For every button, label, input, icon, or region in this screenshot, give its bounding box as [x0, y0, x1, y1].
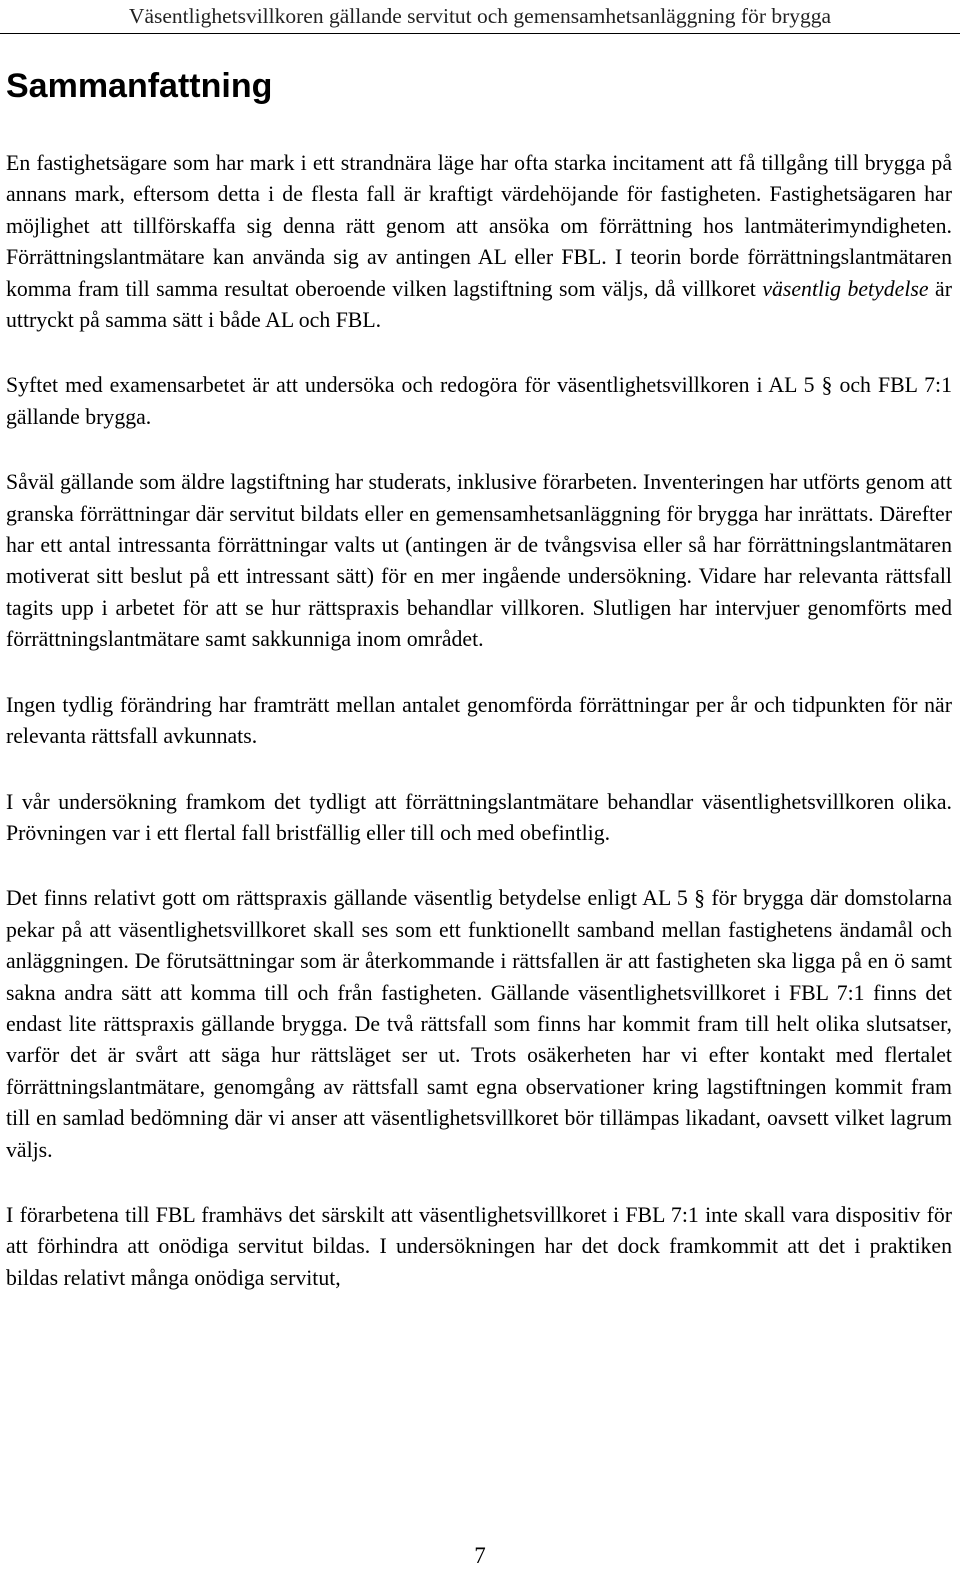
page-content — [6, 64, 952, 1294]
page-number: 7 — [474, 1543, 486, 1568]
running-header: Väsentlighetsvillkoren gällande servitut och gemensamhetsanläggning för brygga — [0, 0, 960, 34]
paragraph-1-text-before: En fastighetsägare som har mark i ett strandnära läge har ofta starka incitament att få tillgång till brygga på annans mark, eftersom detta i de flesta fall är kraftigt värdehöjande för fastigheten. Fastighetsägaren har möjlighet att tillförskaffa sig denna rätt genom att ansöka om förrättning hos lantmäterimyndigheten. Förrättningslantmätare kan använda sig av antingen AL eller FBL. I teorin borde förrättningslantmätaren komma fram till samma resultat oberoende vilken lagstiftning som väljs, då villkoret — [6, 151, 952, 301]
paragraph-6: Det finns relativt gott om rättspraxis gällande väsentlig betydelse enligt AL 5 § för brygga där domstolarna pekar på att väsentlighetsvillkoret skall ses som ett funktionellt samband mellan fastighetens ändamål och anläggningen. De förutsättningar som är återkommande i rättsfallen är att fastigheten ska ligga på en ö samt sakna andra sätt att komma till och från fastigheten. Gällande väsentlighetsvillkoret i FBL 7:1 finns det endast lite rättspraxis gällande brygga. De två rättsfall som finns har kommit fram till helt olika slutsatser, varför det är svårt att säga hur rättsläget ser ut. Trots osäkerheten har vi efter kontakt med flertalet förrättningslantmätare, genomgång av rättsfall samt egna observationer kring lagstiftningen kommit fram till en samlad bedömning där vi anser att väsentlighetsvillkoret bör tillämpas likadant, oavsett vilket lagrum väljs. — [6, 886, 952, 1162]
paragraph-2: Syftet med examensarbetet är att undersöka och redogöra för väsentlighetsvillkoren i AL 5 § och FBL 7:1 gällande brygga. — [6, 373, 952, 429]
section-title: Sammanfattning — [6, 67, 273, 105]
paragraph-4: Ingen tydlig förändring har framträtt mellan antalet genomförda förrättningar per år och tidpunkten för när relevanta rättsfall avkunnats. — [6, 692, 952, 749]
paragraph-1-emphasis: väsentlig betydelse — [762, 276, 929, 301]
paragraph-5: I vår undersökning framkom det tydligt att förrättningslantmätare behandlar väsentlighetsvillkoren olika. Prövningen var i ett flertal fall bristfällig eller till och med obefintlig. — [6, 789, 952, 845]
paragraph-3: Såväl gällande som äldre lagstiftning har studerats, inklusive förarbeten. Inventeringen har utförts genom att granska förrättningar där servitut bildats eller en gemensamhetsanläggning för brygga har inrättats. Därefter har ett antal intressanta förrättningar valts ut (antingen är de tvångsvisa eller så har förrättningslantmätaren motiverat sitt beslut på ett intressant sätt) för en mer ingående undersökning. Vidare har relevanta rättsfall tagits upp i arbetet för att se hur rättspraxis behandlar villkoren. Slutligen har intervjuer genomförts med förrättningslantmätare samt sakkunniga inom området. — [6, 470, 952, 652]
paragraph-1-text-after: är uttryckt på samma sätt i både AL och FBL. — [6, 276, 952, 333]
paragraph-7: I förarbetena till FBL framhävs det särskilt att väsentlighetsvillkoret i FBL 7:1 inte skall vara dispositiv för att förhindra att onödiga servitut bildas. I undersökningen har det dock framkommit att det i praktiken bildas relativt många onödiga servitut, — [6, 1202, 952, 1290]
paragraph-1 — [6, 148, 952, 336]
